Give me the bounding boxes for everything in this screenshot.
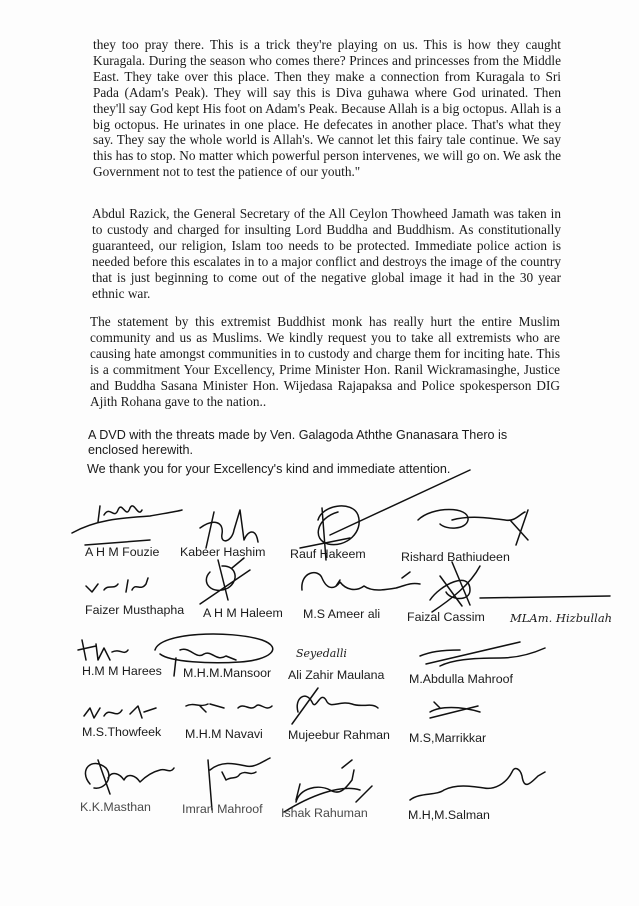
- signature-haleem: [200, 558, 250, 604]
- signature-fouzie: [72, 506, 182, 545]
- signatory-bathiudeen: Rishard Bathiudeen: [401, 550, 510, 564]
- signatory-maulana: Ali Zahir Maulana: [288, 668, 385, 682]
- signature-salman: [410, 769, 545, 800]
- signature-cassim-line: [480, 596, 610, 598]
- signature-ameer-ali: [302, 572, 420, 590]
- signatory-imran: Imran Mahroof: [182, 802, 263, 816]
- signatory-harees: H.M M Harees: [82, 664, 162, 678]
- signatory-mansoor: M.H.M.Mansoor: [183, 666, 272, 680]
- quoted-speech-paragraph: they too pray there. This is a trick they're playing on us. This is how they caught Kuragala. During the season who comes there? Princes and princesses from the Middle East. They take over this place. Then they make a connection from Kuragala to Sri Pada (Adam's Peak). They will say this is Diva guhawa where God urinated. Then they'll say God kept His foot on Adam's Peak. Because Allah is a big octopus. Allah is a big octopus. He urinates in one place. He defecates in another place. That's what they say. They say the whole world is Allah's. We cannot let this fairy tale continue. We say this has to stop. No matter which powerful person intervenes, we will go on. We ask the Government not to test the patience of our youth.": [93, 37, 561, 180]
- signatory-mujeebur: Mujeebur Rahman: [288, 728, 390, 742]
- signatory-masthan: K.K.Masthan: [80, 800, 151, 814]
- signatory-thowfeek: M.S.Thowfeek: [82, 725, 162, 739]
- signature-ishak: [284, 760, 372, 812]
- signatory-mahroof-a: M.Abdulla Mahroof: [409, 672, 513, 686]
- signature-mujeebur: [292, 688, 378, 724]
- signatory-musthapha: Faizer Musthapha: [85, 603, 185, 617]
- signatory-navavi: M.H.M Navavi: [185, 727, 263, 741]
- signature-hashim: [200, 510, 258, 548]
- signature-harees: [78, 640, 128, 660]
- signature-bathiudeen: [418, 510, 528, 546]
- signatory-hakeem: Rauf Hakeem: [290, 547, 366, 561]
- signature-navavi: [186, 704, 272, 712]
- signature-mahroof-a: [420, 642, 545, 666]
- extremist-statement-paragraph: The statement by this extremist Buddhist monk has really hurt the entire Muslim community and us as Muslims. We kindly request you to take all extremists who are causing hate amongst communities in to custody and charge them for inciting hate. This is a commitment Your Excellency, Prime Minister Hon. Ranil Wickramasinghe, Justice and Buddha Sasana Minister Hon. Wijedasa Rajapaksa and Police spokesperson DIG Ajith Rohana gave to the nation..: [90, 314, 560, 409]
- signatory-haleem: A H M Haleem: [203, 606, 283, 620]
- signatory-salman: M.H,M.Salman: [408, 808, 490, 822]
- signatory-ameer-ali: M.S Ameer ali: [303, 607, 381, 621]
- signature-thowfeek: [84, 706, 156, 718]
- thanks-line: We thank you for your Excellency's kind and immediate attention.: [87, 462, 451, 476]
- signatory-marrikkar: M.S,Marrikkar: [409, 731, 487, 745]
- signature-marrikkar: [430, 702, 480, 718]
- signatory-hashim: Kabeer Hashim: [180, 545, 266, 559]
- signatory-maulana-handwritten: Seyedalli: [296, 647, 347, 660]
- signature-musthapha: [86, 578, 148, 592]
- signatory-fouzie: A H M Fouzie: [85, 545, 160, 559]
- signature-masthan: [85, 760, 174, 794]
- signatory-hizbullah-handwritten: MLAm. Hizbullah: [510, 611, 613, 625]
- signatory-ishak: Ishak Rahuman: [281, 806, 368, 820]
- dvd-enclosure-note: A DVD with the threats made by Ven. Galagoda Aththe Gnanasara Thero is enclosed herewith.: [88, 428, 508, 457]
- razick-custody-paragraph: Abdul Razick, the General Secretary of the All Ceylon Thowheed Jamath was taken in to custody and charged for insulting Lord Buddha and Buddhism. As constitutionally guaranteed, our religion, Islam too needs to be protected. Immediate police action is needed before this escalates in to a major conflict and destroys the image of the country that is just beginning to come out of the negative global image it had in the 30 year ethnic war.: [92, 206, 561, 301]
- signature-cassim: [430, 562, 480, 612]
- signatory-cassim: Faizal Cassim: [407, 610, 485, 624]
